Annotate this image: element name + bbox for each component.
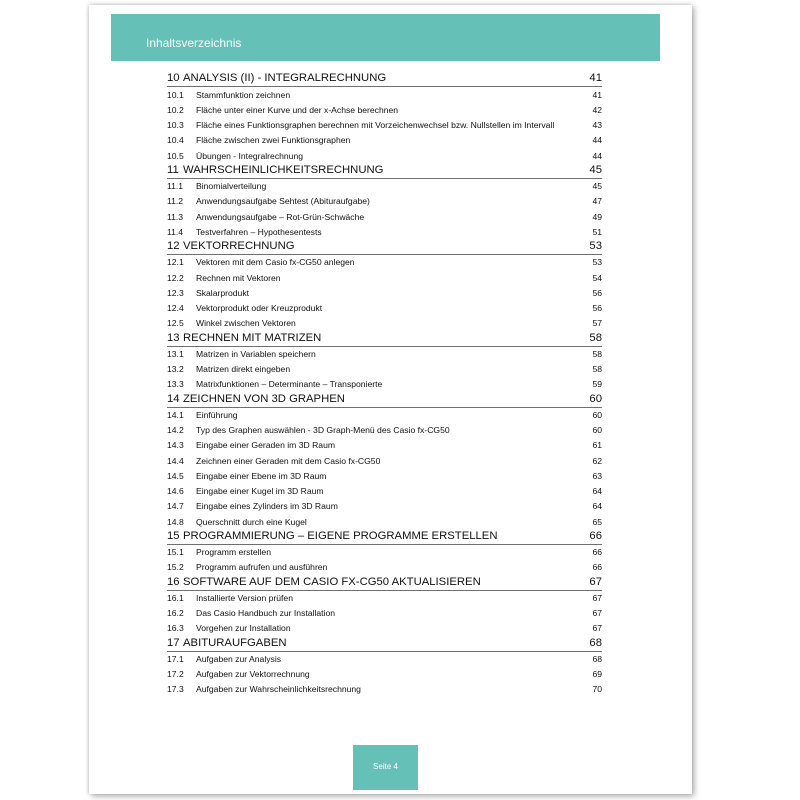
toc-section-row[interactable] (167, 545, 602, 560)
toc-entry-number: 17.2 (167, 669, 184, 679)
toc-section-row[interactable] (167, 87, 602, 102)
toc-entry-page: 58 (592, 348, 602, 359)
toc-entry-title: Fläche zwischen zwei Funktionsgraphen (196, 135, 351, 146)
toc-section-row[interactable] (167, 133, 602, 148)
toc-entry-page: 69 (592, 669, 602, 679)
toc-entry-page: 53 (592, 257, 602, 268)
toc-entry-page: 67 (592, 623, 602, 634)
toc-entry-number: 17.1 (167, 653, 184, 664)
toc-entry-title: Rechnen mit Vektoren (196, 272, 281, 283)
toc-entry-page: 57 (592, 318, 602, 329)
toc-entry-number: 10.4 (167, 135, 184, 146)
toc-section-row[interactable] (167, 179, 602, 194)
toc-chapter-row[interactable] (167, 164, 602, 179)
toc-entry-page: 56 (592, 303, 602, 313)
toc-section-row[interactable] (167, 560, 602, 575)
toc-entry-page: 45 (589, 163, 602, 176)
toc-entry-number: 10.1 (167, 89, 184, 100)
toc-entry-number: 14.2 (167, 425, 184, 435)
toc-section-row[interactable] (167, 453, 602, 468)
toc-entry-title: WAHRSCHEINLICHKEITSRECHNUNG (183, 163, 384, 176)
toc-section-row[interactable] (167, 118, 602, 133)
toc-entry-page: 61 (592, 440, 602, 451)
table-of-contents (167, 72, 602, 697)
toc-entry-title: Testverfahren – Hypothesentests (196, 226, 322, 237)
toc-entry-title: Eingabe einer Kugel im 3D Raum (196, 486, 324, 496)
toc-section-row[interactable] (167, 194, 602, 209)
toc-entry-number: 14.3 (167, 440, 184, 451)
toc-entry-title: Das Casio Handbuch zur Installation (196, 608, 336, 618)
toc-entry-page: 56 (592, 287, 602, 298)
toc-entry-page: 42 (592, 104, 602, 115)
toc-entry-number: 11.1 (167, 181, 184, 191)
toc-entry-title: Programm erstellen (196, 547, 271, 557)
page-number-label: Seite 4 (373, 762, 398, 771)
toc-entry-title: Vektoren mit dem Casio fx-CG50 anlegen (196, 257, 355, 268)
toc-section-row[interactable] (167, 103, 602, 118)
toc-chapter-row[interactable] (167, 575, 602, 590)
toc-entry-page: 64 (592, 486, 602, 496)
toc-chapter-row[interactable] (167, 240, 602, 255)
toc-entry-title: Aufgaben zur Analysis (196, 653, 282, 664)
toc-entry-title: Anwendungsaufgabe Sehtest (Abituraufgabe) (196, 196, 370, 207)
toc-section-row[interactable] (167, 591, 602, 606)
toc-entry-title: Eingabe eines Zylinders im 3D Raum (196, 501, 338, 512)
toc-section-row[interactable] (167, 606, 602, 621)
toc-entry-number: 15.1 (167, 547, 184, 557)
toc-chapter-row[interactable] (167, 392, 602, 407)
toc-entry-title: Skalarprodukt (196, 287, 250, 298)
toc-entry-title: Querschnitt durch eine Kugel (196, 516, 307, 527)
toc-entry-page: 45 (592, 181, 602, 191)
toc-chapter-row[interactable] (167, 331, 602, 346)
toc-section-row[interactable] (167, 667, 602, 682)
toc-entry-number: 13 (167, 331, 180, 344)
toc-section-row[interactable] (167, 621, 602, 636)
toc-section-row[interactable] (167, 514, 602, 529)
toc-entry-number: 12.4 (167, 303, 184, 313)
toc-entry-title: ZEICHNEN VON 3D GRAPHEN (183, 392, 345, 405)
toc-entry-number: 16.3 (167, 623, 184, 634)
toc-chapter-row[interactable] (167, 72, 602, 87)
toc-entry-title: Stammfunktion zeichnen (196, 89, 291, 100)
toc-entry-page: 44 (592, 135, 602, 146)
toc-entry-title: Matrizen direkt eingeben (196, 364, 291, 374)
toc-entry-number: 14.5 (167, 470, 184, 481)
toc-section-row[interactable] (167, 484, 602, 499)
toc-entry-number: 14.1 (167, 409, 184, 420)
toc-entry-number: 16 (167, 575, 180, 588)
toc-entry-title: Matrizen in Variablen speichern (196, 348, 316, 359)
toc-entry-page: 60 (592, 409, 602, 420)
toc-entry-page: 64 (592, 501, 602, 512)
toc-entry-page: 68 (592, 653, 602, 664)
toc-entry-page: 54 (592, 272, 602, 283)
toc-entry-title: Vorgehen zur Installation (196, 623, 291, 634)
toc-section-row[interactable] (167, 423, 602, 438)
toc-entry-page: 53 (589, 240, 602, 252)
toc-entry-number: 13.1 (167, 348, 184, 359)
toc-section-row[interactable] (167, 286, 602, 301)
toc-entry-title: Fläche unter einer Kurve und der x-Achse berechnen (196, 104, 399, 115)
footer-badge (353, 745, 418, 790)
toc-entry-title: ANALYSIS (II) - INTEGRALRECHNUNG (183, 72, 387, 85)
toc-entry-title: ABITURAUFGABEN (183, 636, 287, 649)
toc-entry-page: 47 (592, 196, 602, 207)
toc-entry-page: 63 (592, 470, 602, 481)
toc-entry-title: Programm aufrufen und ausführen (196, 562, 328, 573)
toc-entry-number: 11 (167, 163, 179, 176)
toc-entry-title: Eingabe einer Ebene im 3D Raum (196, 470, 327, 481)
toc-entry-number: 13.2 (167, 364, 184, 374)
toc-entry-page: 62 (592, 455, 602, 466)
toc-entry-title: Typ des Graphen auswählen - 3D Graph-Menü des Casio fx-CG50 (196, 425, 450, 435)
toc-entry-number: 14.4 (167, 455, 184, 466)
toc-section-row[interactable] (167, 438, 602, 453)
toc-entry-number: 10.3 (167, 120, 184, 130)
toc-entry-number: 11.4 (167, 226, 184, 237)
toc-section-row[interactable] (167, 362, 602, 377)
toc-section-row[interactable] (167, 499, 602, 514)
toc-section-row[interactable] (167, 225, 602, 240)
toc-entry-page: 60 (592, 425, 602, 435)
toc-entry-page: 66 (592, 547, 602, 557)
toc-entry-number: 16.2 (167, 608, 184, 618)
toc-entry-title: Winkel zwischen Vektoren (196, 318, 296, 329)
toc-entry-page: 49 (592, 211, 602, 222)
toc-section-row[interactable] (167, 270, 602, 285)
toc-entry-page: 66 (592, 562, 602, 573)
toc-entry-number: 12 (167, 240, 180, 252)
toc-entry-title: Vektorprodukt oder Kreuzprodukt (196, 303, 323, 313)
toc-entry-number: 10 (167, 72, 180, 85)
toc-entry-page: 59 (592, 379, 602, 390)
toc-section-row[interactable] (167, 255, 602, 270)
toc-section-row[interactable] (167, 469, 602, 484)
toc-section-row[interactable] (167, 347, 602, 362)
toc-entry-page: 43 (592, 120, 602, 130)
toc-entry-number: 13.3 (167, 379, 184, 390)
toc-entry-number: 14 (167, 392, 180, 405)
toc-entry-title: Aufgaben zur Vektorrechnung (196, 669, 310, 679)
toc-entry-number: 17 (167, 636, 180, 649)
toc-section-row[interactable] (167, 148, 602, 163)
toc-entry-title: PROGRAMMIERUNG – EIGENE PROGRAMME ERSTELLEN (183, 529, 498, 542)
toc-entry-title: Matrixfunktionen – Determinante – Transponierte (196, 379, 383, 390)
toc-entry-page: 58 (589, 331, 602, 344)
toc-entry-page: 70 (592, 684, 602, 695)
toc-entry-number: 15.2 (167, 562, 184, 573)
toc-entry-page: 58 (592, 364, 602, 374)
toc-section-row[interactable] (167, 408, 602, 423)
toc-section-row[interactable] (167, 316, 602, 331)
toc-entry-page: 67 (592, 608, 602, 618)
toc-entry-number: 14.7 (167, 501, 184, 512)
toc-entry-page: 44 (592, 150, 602, 161)
toc-entry-title: Aufgaben zur Wahrscheinlichkeitsrechnung (196, 684, 361, 695)
toc-entry-number: 12.5 (167, 318, 184, 329)
toc-entry-page: 65 (592, 516, 602, 527)
toc-section-row[interactable] (167, 301, 602, 316)
page-title: Inhaltsverzeichnis (146, 36, 242, 50)
toc-entry-title: VEKTORRECHNUNG (183, 240, 295, 252)
toc-chapter-row[interactable] (167, 530, 602, 545)
toc-entry-page: 41 (589, 72, 602, 85)
toc-entry-number: 14.8 (167, 516, 184, 527)
toc-entry-title: Anwendungsaufgabe – Rot-Grün-Schwäche (196, 211, 365, 222)
toc-entry-title: Übungen - Integralrechnung (196, 150, 304, 161)
toc-entry-page: 60 (589, 392, 602, 405)
toc-entry-title: SOFTWARE AUF DEM CASIO FX-CG50 AKTUALISIEREN (183, 575, 481, 588)
toc-entry-title: Eingabe einer Geraden im 3D Raum (196, 440, 336, 451)
document-page (89, 5, 692, 794)
toc-entry-number: 12.2 (167, 272, 184, 283)
toc-entry-number: 11.2 (167, 196, 184, 207)
toc-entry-title: Binomialverteilung (196, 181, 267, 191)
toc-section-row[interactable] (167, 209, 602, 224)
toc-entry-title: Installierte Version prüfen (196, 592, 293, 603)
toc-section-row[interactable] (167, 377, 602, 392)
toc-entry-number: 14.6 (167, 486, 184, 496)
toc-entry-title: Einführung (196, 409, 238, 420)
toc-entry-page: 68 (589, 636, 602, 649)
toc-entry-title: Fläche eines Funktionsgraphen berechnen mit Vorzeichenwechsel bzw. Nullstellen im Intervall (196, 120, 555, 130)
toc-section-row[interactable] (167, 682, 602, 697)
toc-entry-number: 15 (167, 529, 180, 542)
toc-entry-title: Zeichnen einer Geraden mit dem Casio fx-CG50 (196, 455, 381, 466)
toc-entry-page: 66 (589, 529, 602, 542)
toc-entry-page: 51 (592, 226, 602, 237)
toc-entry-number: 11.3 (167, 211, 184, 222)
toc-entry-number: 12.3 (167, 287, 184, 298)
toc-entry-number: 10.5 (167, 150, 184, 161)
toc-chapter-row[interactable] (167, 636, 602, 651)
toc-entry-number: 17.3 (167, 684, 184, 695)
toc-entry-number: 12.1 (167, 257, 184, 268)
toc-entry-title: RECHNEN MIT MATRIZEN (183, 331, 322, 344)
toc-entry-page: 67 (589, 575, 602, 588)
toc-entry-page: 41 (592, 89, 602, 100)
toc-entry-number: 16.1 (167, 592, 184, 603)
toc-entry-page: 67 (592, 592, 602, 603)
toc-section-row[interactable] (167, 652, 602, 667)
toc-entry-number: 10.2 (167, 104, 184, 115)
